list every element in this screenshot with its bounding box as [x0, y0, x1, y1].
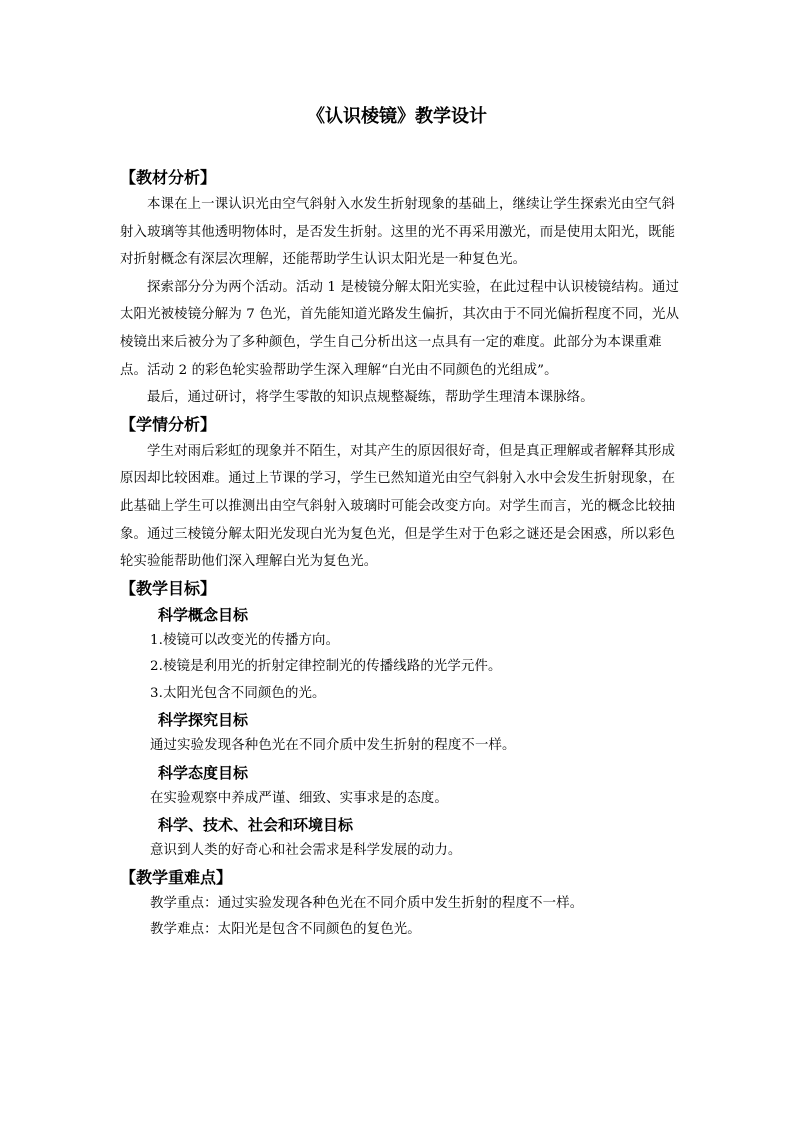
- list-item: 3.太阳光包含不同颜色的光。: [150, 685, 326, 701]
- subheading-inquiry-goals: 科学探究目标: [158, 711, 249, 730]
- difficult-point-item: 教学难点：太阳光是包含不同颜色的复色光。: [150, 922, 421, 938]
- paragraph: 探索部分分为两个活动。活动 1 是棱镜分解太阳光实验，在此过程中认识棱镜结构。通过太阳光被棱镜分解为 7 色光，首先能知道光路发生偏折，其次由于不同光偏折程度不同，光从棱镜出来后被分为了多种颜色，学生自己分析出这一点具有一定的难度。此部分为本课重难点。活动 2 的彩色轮实验帮助学生深入理解“白光由不同颜色的光组成”。: [120, 279, 680, 378]
- list-item: 1.棱镜可以改变光的传播方向。: [150, 632, 340, 648]
- section-heading-material-analysis: 【教材分析】: [120, 168, 217, 187]
- section-heading-key-points: 【教学重难点】: [120, 867, 233, 887]
- list-item: 2.棱镜是利用光的折射定律控制光的传播线路的光学元件。: [150, 659, 502, 675]
- document-body: [120, 165, 682, 944]
- key-point-item: 教学重点：通过实验发现各种色光在不同介质中发生折射的程度不一样。: [150, 895, 584, 911]
- list-item: 意识到人类的好奇心和社会需求是科学发展的动力。: [150, 843, 462, 859]
- document-title: 《认识棱镜》教学设计: [307, 106, 487, 127]
- subheading-concept-goals: 科学概念目标: [158, 605, 249, 624]
- subheading-attitude-goals: 科学态度目标: [158, 763, 249, 782]
- section-heading-teaching-goals: 【教学目标】: [120, 578, 217, 598]
- paragraph: 本课在上一课认识光由空气斜射入水发生折射现象的基础上，继续让学生探索光由空气斜射入玻璃等其他透明物体时，是否发生折射。这里的光不再采用激光，而是使用太阳光，既能对折射概念有深层次理解，还能帮助学生认识太阳光是一种复色光。: [120, 197, 676, 268]
- section-heading-student-analysis: 【学情分析】: [120, 414, 217, 434]
- list-item: 在实验观察中养成严谨、细致、实事求是的态度。: [150, 790, 448, 806]
- paragraph: 最后，通过研讨，将学生零散的知识点规整凝练，帮助学生理清本课脉络。: [147, 390, 594, 406]
- paragraph: 学生对雨后彩虹的现象并不陌生，对其产生的原因很好奇，但是真正理解或者解释其形成原因却比较困难。通过上节课的学习，学生已然知道光由空气斜射入水中会发生折射现象，在此基础上学生可以推测出由空气斜射入玻璃时可能会改变方向。对学生而言，光的概念比较抽象。通过三棱镜分解太阳光发现白光为复色光，但是学生对于色彩之谜还是会困惑，所以彩色轮实验能帮助他们深入理解白光为复色光。: [120, 443, 676, 570]
- list-item: 通过实验发现各种色光在不同介质中发生折射的程度不一样。: [150, 738, 516, 754]
- subheading-stse-goals: 科学、技术、社会和环境目标: [158, 816, 354, 835]
